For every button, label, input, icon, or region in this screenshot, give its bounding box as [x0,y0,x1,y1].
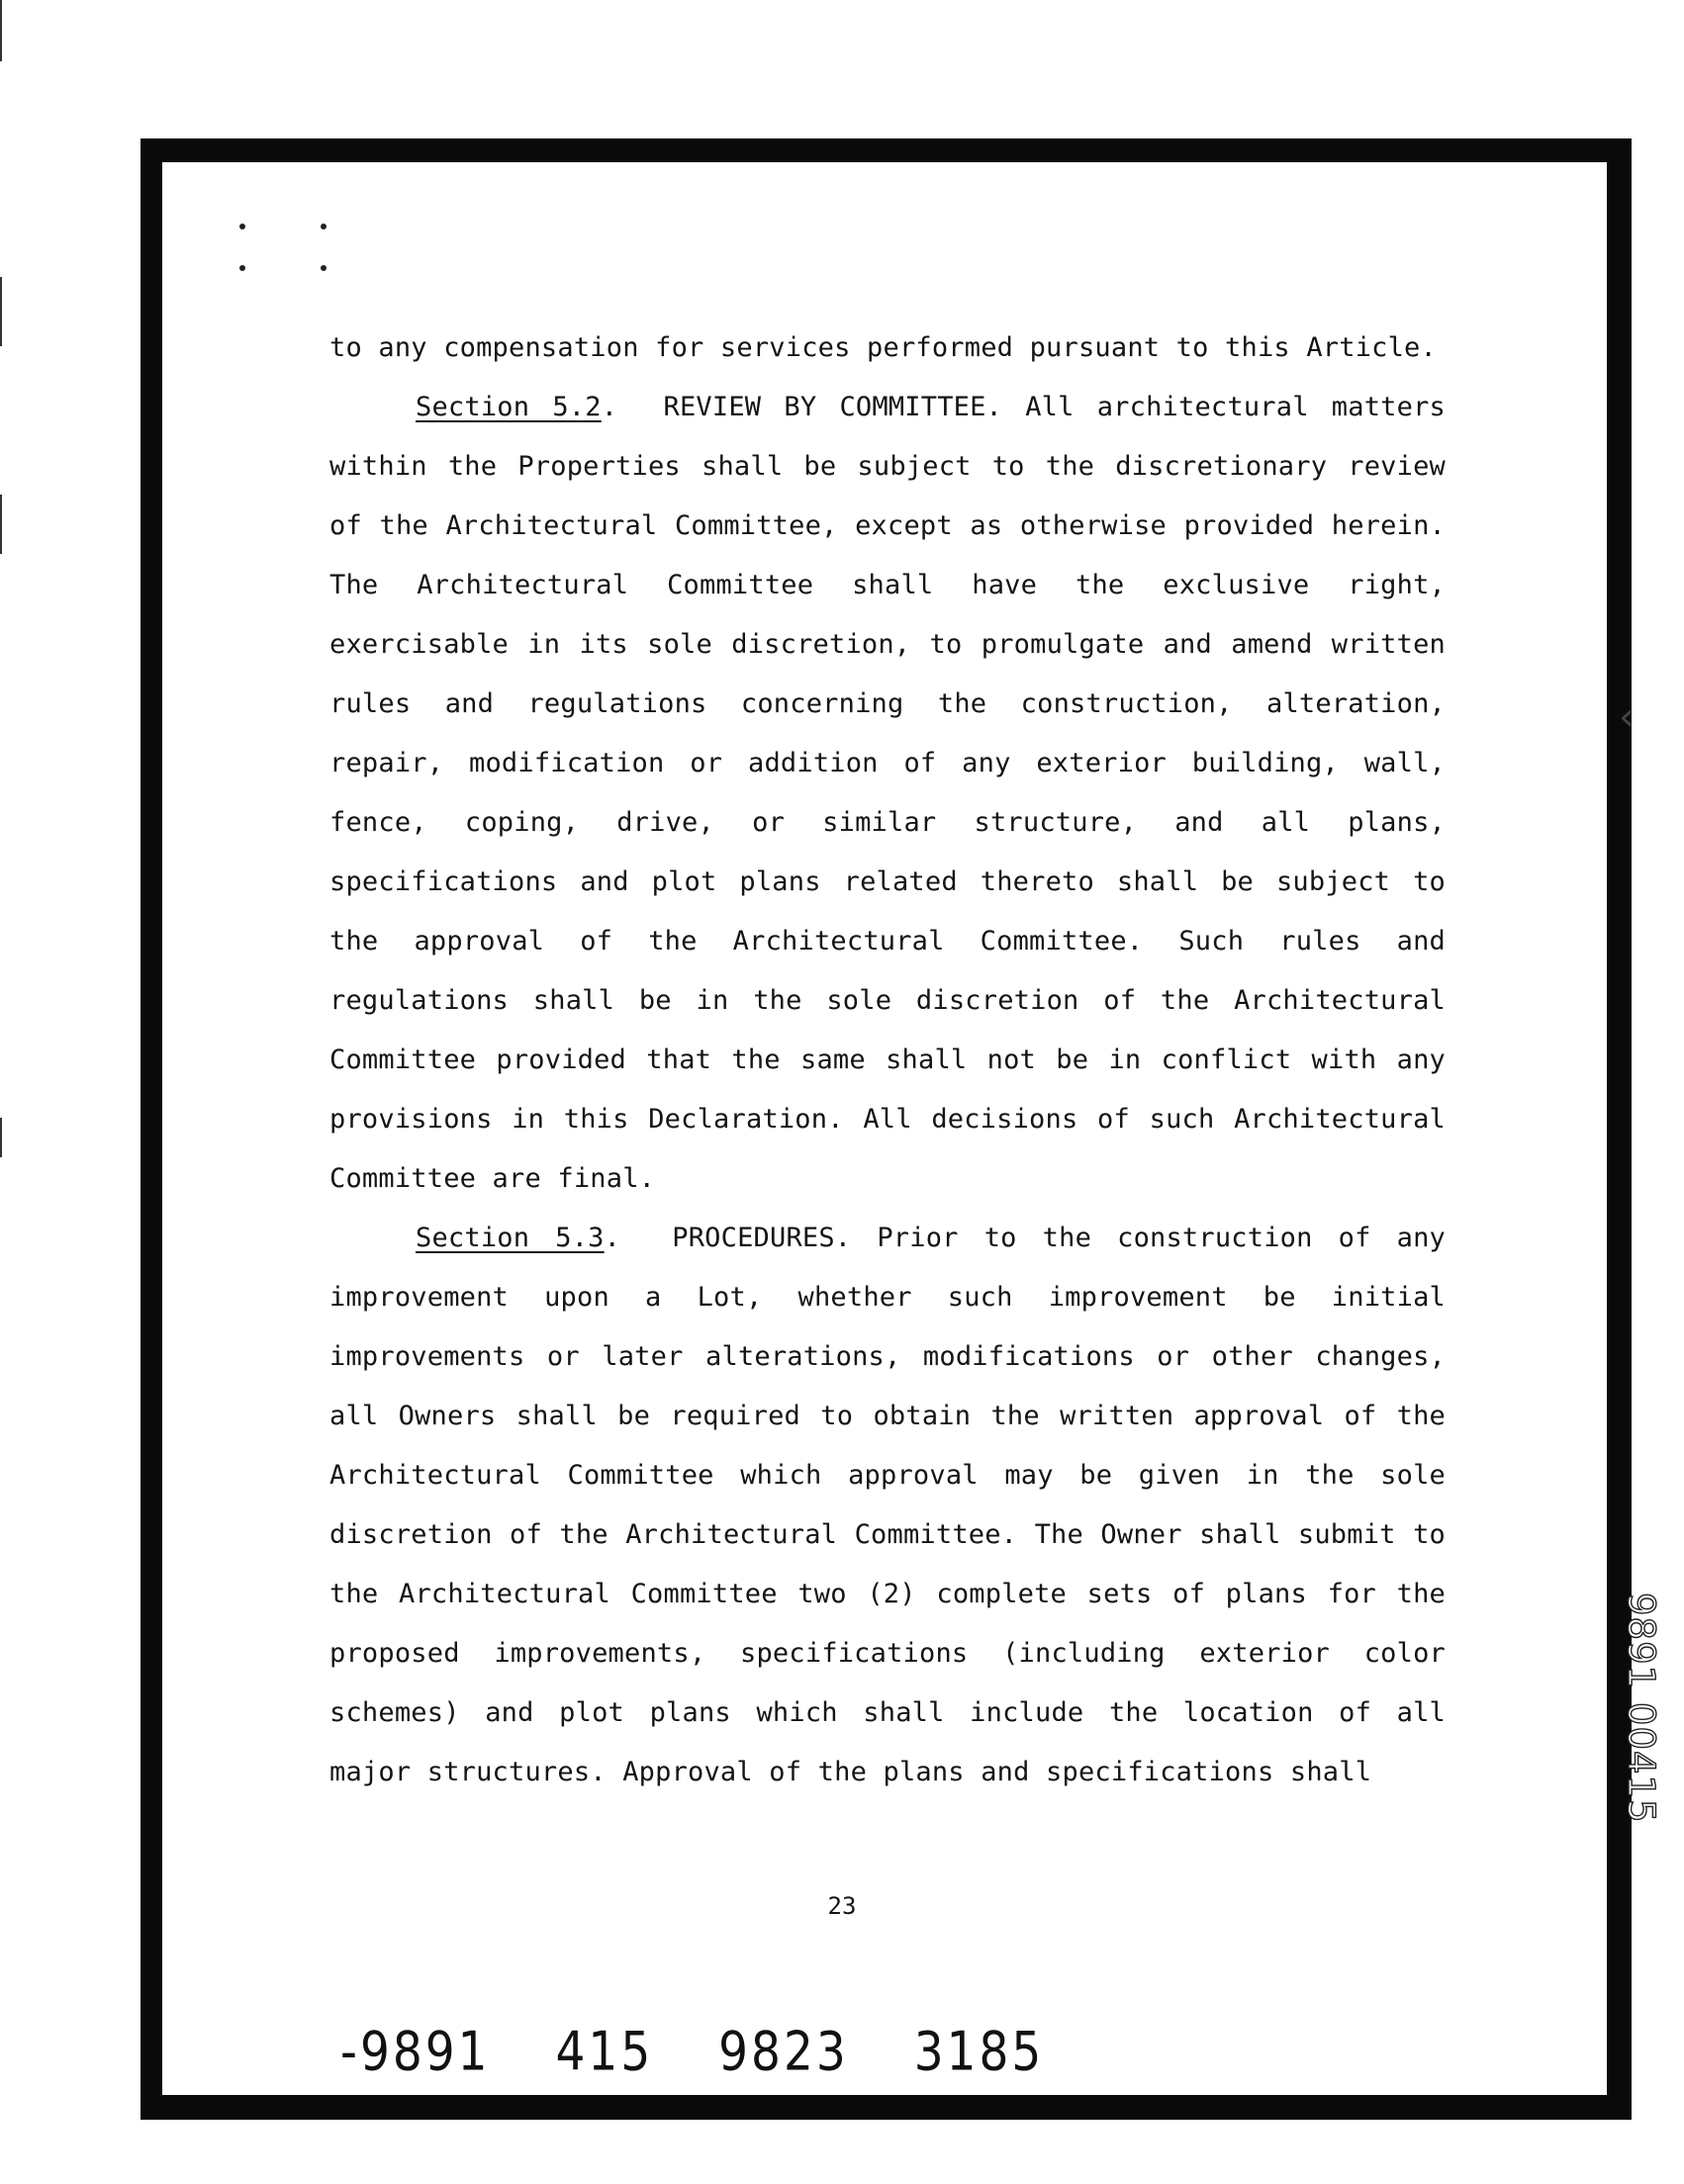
paragraph-text: Prior to the construction of any improvement upon a Lot, whether such improvement be initial improvements or later alterations, modifications or other changes, all Owners shall be required to obtain the written approval of the Architectural Committee which approval may be given in the sole discretion of the Architectural Committee. The Owner shall submit to the Architectural Committee two (2) complete sets of plans for the proposed improvements, specifications (including exterior color schemes) and plot plans which shall include the location of all major structures. Approval of the plans and specifications shall [329,1223,1446,1787]
film-number: -9891 415 9823 3185 [340,2021,1045,2084]
section-reference: Section 5.2 [416,392,602,422]
section-5-2-paragraph: Section 5.2. REVIEW BY COMMITTEE. All architectural matters within the Properties shall be subject to the discretionary review of the Architectural Committee, except as otherwise provided herein. The Architectural Committee shall have the exclusive right, exercisable in its sole discretion, to promulgate and amend written rules and regulations concerning the construction, alteration, repair, modification or addition of any exterior building, wall, fence, coping, drive, or similar structure, and all plans, specifications and plot plans related thereto shall be subject to the approval of the Architectural Committee. Such rules and regulations shall be in the sole discretion of the Architectural Committee provided that the same shall not be in conflict with any provisions in this Declaration. All decisions of such Architectural Committee are final. [329,392,1446,1194]
punch-dot [321,265,327,271]
document-body [329,318,1446,1802]
side-stamp: 9891 00415 [1620,1592,1662,1824]
section-heading: PROCEDURES. [672,1223,852,1253]
paragraph-text: to any compensation for services performed pursuant to this Article. [329,332,1437,363]
section-heading: REVIEW BY COMMITTEE. [663,392,1003,422]
punch-dot [321,224,327,229]
section-reference: Section 5.3 [416,1223,605,1253]
punch-dot [239,224,245,229]
scan-notch-icon: ‹ [1619,694,1635,740]
left-edge-mark [0,1118,2,1157]
punch-dot [239,265,245,271]
continuation-paragraph [329,318,1446,378]
paragraph-text: All architectural matters within the Properties shall be subject to the discretionary review of the Architectural Committee, except as otherwise provided herein. The Architectural Committee shall have the exclusive right, exercisable in its sole discretion, to promulgate and amend written rules and regulations concerning the construction, alteration, repair, modification or addition of any exterior building, wall, fence, coping, drive, or similar structure, and all plans, specifications and plot plans related thereto shall be subject to the approval of the Architectural Committee. Such rules and regulations shall be in the sole discretion of the Architectural Committee provided that the same shall not be in conflict with any provisions in this Declaration. All decisions of such Architectural Committee are final. [329,392,1446,1194]
left-edge-mark [0,277,2,346]
left-edge-mark [0,0,2,61]
page-number: 23 [827,1892,857,1920]
section-5-3-paragraph: Section 5.3. PROCEDURES. Prior to the construction of any improvement upon a Lot, whether such improvement be initial improvements or later alterations, modifications or other changes, all Owners shall be required to obtain the written approval of the Architectural Committee which approval may be given in the sole discretion of the Architectural Committee. The Owner shall submit to the Architectural Committee two (2) complete sets of plans for the proposed improvements, specifications (including exterior color schemes) and plot plans which shall include the location of all major structures. Approval of the plans and specifications shall [329,1223,1446,1787]
left-edge-mark [0,495,2,554]
